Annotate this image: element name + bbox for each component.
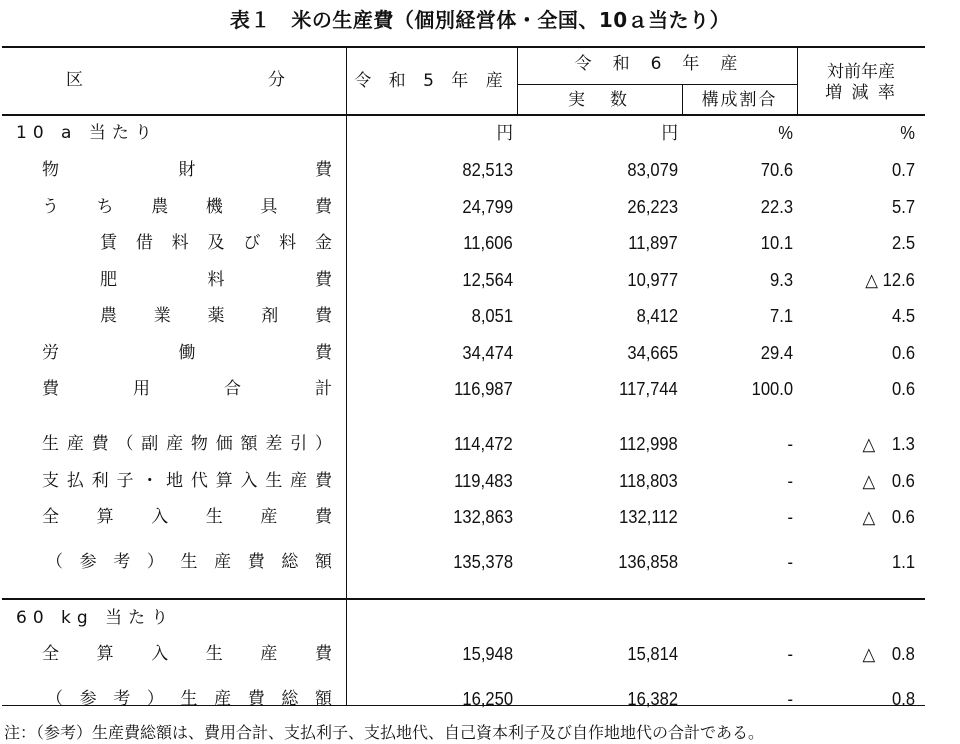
row-value-ratio: 22.3	[760, 197, 793, 217]
row-value-r5: 82,513	[462, 160, 513, 180]
header-change-2: 増 減 率	[825, 83, 897, 103]
row-value-change: △ 0.6	[862, 471, 915, 491]
header-ratio: 構成割合	[701, 90, 778, 110]
header-r6: 令 和 6 年 産	[574, 54, 740, 74]
row-label: 農業薬剤費	[100, 306, 332, 326]
unit-label: %	[778, 123, 793, 143]
row-value-r6: 83,079	[627, 160, 678, 180]
row-value-change: 2.5	[891, 233, 915, 253]
row-value-change: △ 1.3	[862, 434, 915, 454]
row-value-change: 5.7	[891, 197, 915, 217]
row-value-ratio: -	[787, 434, 793, 454]
row-label: 費用合計	[42, 379, 332, 399]
row-value-ratio: -	[787, 644, 793, 664]
row-value-r6: 117,744	[619, 379, 678, 399]
row-value-ratio: -	[787, 552, 793, 572]
header-change-1: 対前年産	[827, 62, 895, 82]
row-label: 賃借料及び料金	[100, 233, 332, 253]
row-value-change: 0.7	[891, 160, 915, 180]
header-actual: 実 数	[568, 90, 631, 110]
row-label: 全算入生産費	[42, 507, 332, 527]
row-label: うち農機具費	[42, 197, 332, 217]
row-value-r6: 10,977	[627, 270, 678, 290]
header-category-2: 分	[268, 70, 285, 90]
row-value-ratio: 10.1	[760, 233, 793, 253]
row-value-ratio: 7.1	[769, 306, 793, 326]
row-value-r5: 16,250	[462, 689, 513, 709]
unit-label: 円	[496, 123, 513, 143]
row-value-r5: 8,051	[471, 306, 513, 326]
row-value-r5: 116,987	[454, 379, 513, 399]
row-value-ratio: 29.4	[760, 343, 793, 363]
row-value-r6: 11,897	[628, 233, 678, 253]
row-value-r5: 132,863	[453, 507, 513, 527]
row-value-change: 0.6	[891, 343, 915, 363]
header-r5: 令 和 5 年 産	[354, 71, 509, 91]
row-label: 物財費	[42, 160, 332, 180]
row-label: 生産費（副産物価額差引）	[42, 434, 332, 454]
section-label: 10 a 当たり	[16, 123, 158, 143]
table-top-border	[2, 46, 925, 48]
row-value-r5: 114,472	[454, 434, 513, 454]
row-value-ratio: 9.3	[769, 270, 793, 290]
row-value-r5: 34,474	[462, 343, 513, 363]
row-value-r6: 16,382	[627, 689, 678, 709]
row-value-r5: 15,948	[462, 644, 513, 664]
row-value-change: △ 12.6	[865, 270, 915, 290]
row-value-change: △ 0.8	[862, 644, 915, 664]
table-title: 表１ 米の生産費（個別経営体・全国、10ａ当たり）	[229, 8, 731, 32]
row-value-r6: 34,665	[627, 343, 678, 363]
row-value-r6: 8,412	[636, 306, 678, 326]
row-value-r6: 132,112	[619, 507, 678, 527]
row-value-r6: 112,998	[619, 434, 678, 454]
row-value-r5: 24,799	[462, 197, 513, 217]
header-category: 区	[66, 70, 83, 90]
row-value-r6: 118,803	[619, 471, 678, 491]
row-label: （参考）生産費総額	[46, 689, 332, 709]
row-value-ratio: -	[787, 507, 793, 527]
row-value-r5: 12,564	[462, 270, 513, 290]
unit-label: %	[900, 123, 915, 143]
row-value-ratio: 100.0	[751, 379, 793, 399]
row-value-ratio: 70.6	[760, 160, 793, 180]
header-bottom-border	[2, 114, 925, 116]
row-value-ratio: -	[787, 471, 793, 491]
row-value-change: △ 0.6	[862, 507, 915, 527]
row-label: 全算入生産費	[42, 644, 332, 664]
row-value-change: 4.5	[891, 306, 915, 326]
column-divider	[346, 47, 347, 706]
row-label: 支払利子・地代算入生産費	[42, 471, 332, 491]
row-value-r6: 26,223	[627, 197, 678, 217]
row-label: 肥料費	[100, 270, 332, 290]
row-value-change: 0.6	[891, 379, 915, 399]
row-value-r5: 11,606	[463, 233, 513, 253]
header-divider	[517, 84, 797, 85]
row-label: 労働費	[42, 343, 332, 363]
row-value-r6: 15,814	[627, 644, 678, 664]
row-label: （参考）生産費総額	[46, 552, 332, 572]
row-value-change: 0.8	[891, 689, 915, 709]
row-value-r5: 119,483	[454, 471, 513, 491]
row-value-change: 1.1	[891, 552, 915, 572]
unit-label: 円	[661, 123, 678, 143]
row-value-r5: 135,378	[453, 552, 513, 572]
section-label: 60 kg 当たり	[16, 608, 175, 628]
row-value-r6: 136,858	[618, 552, 678, 572]
footnote: 注：（参考）生産費総額は、費用合計、支払利子、支払地代、自己資本利子及び自作地地代の合計である。	[4, 723, 765, 742]
row-value-ratio: -	[787, 689, 793, 709]
section-divider	[2, 598, 925, 600]
